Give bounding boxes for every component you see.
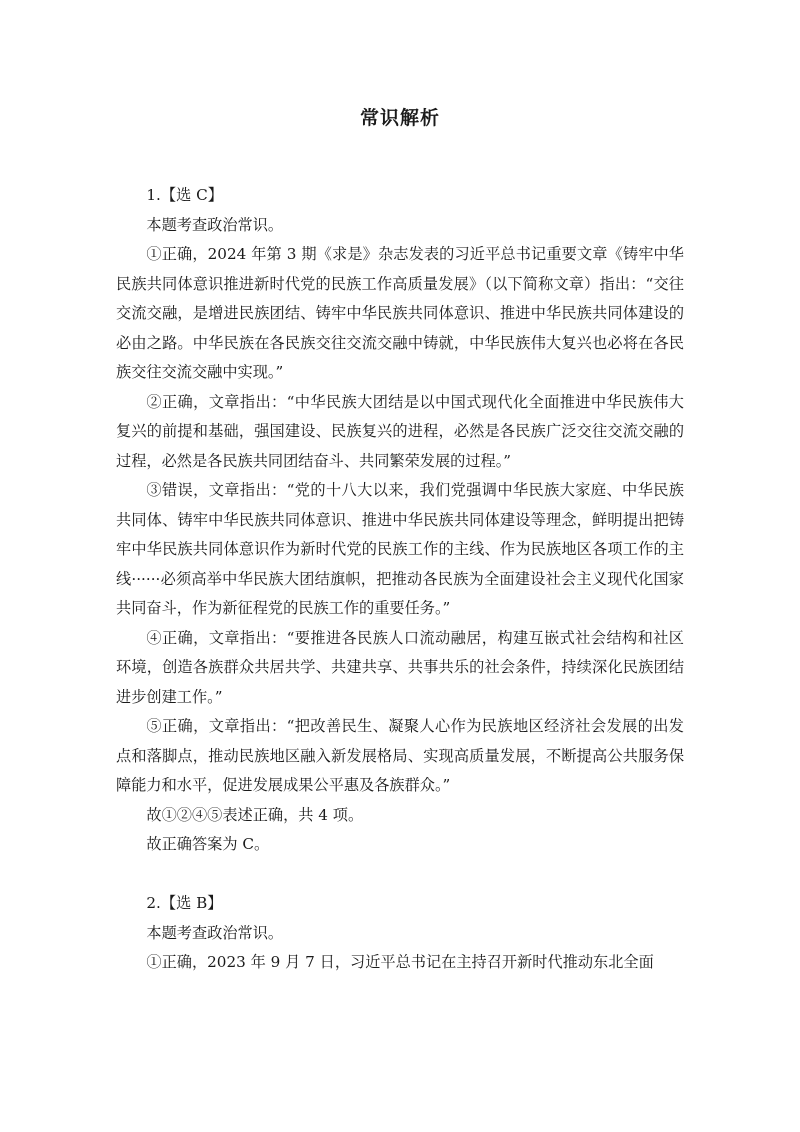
question-1-paragraph-3: ③错误，文章指出：“党的十八大以来，我们党强调中华民族大家庭、中华民族共同体、铸牢中华民族共同体意识、推进中华民族共同体建设等理念，鲜明提出把铸牢中华民族共同体意识作为新时代党的民族工作的主线、作为民族地区各项工作的主线······必须高举中华民族大团结旗帜，把推动各民族为全面建设社会主义现代化国家共同奋斗，作为新征程党的民族工作的重要任务。”: [116, 481, 684, 617]
question-1-paragraph-1: ①正确，2024 年第 3 期《求是》杂志发表的习近平总书记重要文章《铸牢中华民族共同体意识推进新时代党的民族工作高质量发展》（以下简称文章）指出：“交往交流交融，是增进民族团结、铸牢中华民族共同体意识、推进中华民族共同体建设的必由之路。中华民族在各民族交往交流交融中铸就，中华民族伟大复兴也必将在各民族交往交流交融中实现。”: [116, 245, 684, 381]
question-1-paragraph-2: ②正确，文章指出：“中华民族大团结是以中国式现代化全面推进中华民族伟大复兴的前提和基础，强国建设、民族复兴的进程，必然是各民族广泛交往交流交融的过程，必然是各民族共同团结奋斗、共同繁荣发展的过程。”: [116, 392, 684, 470]
section-spacer: [116, 860, 684, 890]
question-1-paragraph-5: ⑤正确，文章指出：“把改善民生、凝聚人心作为民族地区经济社会发展的出发点和落脚点，推动民族地区融入新发展格局、实现高质量发展，不断提高公共服务保障能力和水平，促进发展成果公平惠及各族群众。”: [116, 717, 684, 794]
question-1-paragraph-4: ④正确，文章指出：“要推进各民族人口流动融居，构建互嵌式社会结构和社区环境，创造各族群众共居共学、共建共享、共事共乐的社会条件，持续深化民族团结进步创建工作。”: [116, 628, 684, 706]
question-2-paragraph-1: ①正确，2023 年 9 月 7 日，习近平总书记在主持召开新时代推动东北全面: [146, 953, 654, 971]
question-2-topic: 本题考查政治常识。: [146, 923, 284, 942]
question-1-header: 1.【选 C】: [146, 186, 223, 204]
question-2-header: 2.【选 B】: [146, 894, 223, 912]
question-1-summary: 故①②④⑤表述正确，共 4 项。: [146, 805, 364, 824]
question-1-answer: 故正确答案为 C。: [146, 835, 270, 853]
document-body: [116, 181, 684, 978]
question-1-topic: 本题考查政治常识。: [146, 215, 284, 234]
page-title: 常识解析: [359, 107, 440, 129]
